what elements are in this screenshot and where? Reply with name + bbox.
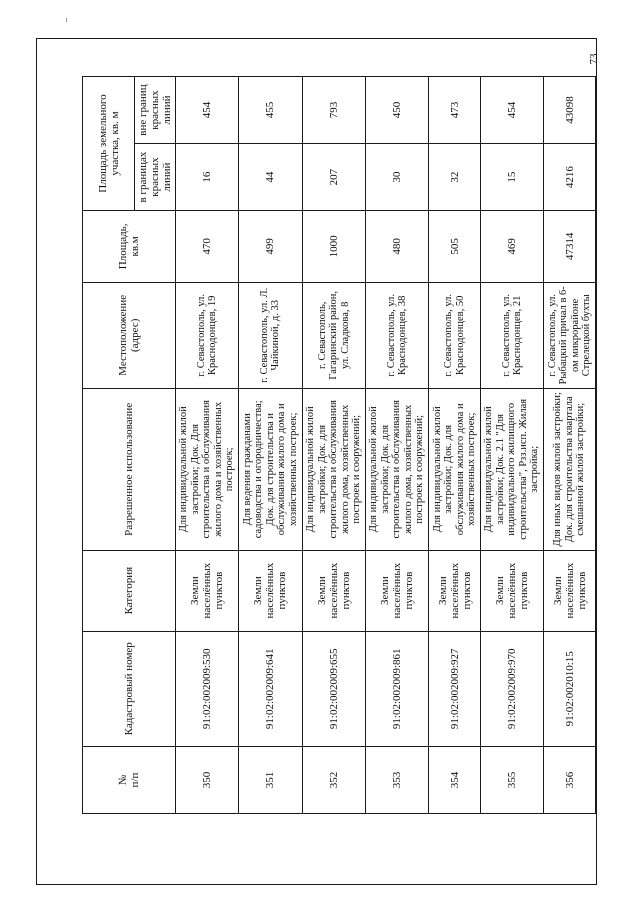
header-cadastral: Кадастровый номер — [83, 631, 176, 747]
cell-permitted-use: Для индивидуальной жилой застройки; Док. для обслуживания жилого дома и хозяйственных построек; — [429, 388, 481, 550]
table-row — [239, 77, 302, 814]
cell-cadastral: 91:02:002009:927 — [429, 631, 481, 747]
cell-area: 470 — [176, 211, 239, 283]
cell-category: Земли населённых пунктов — [429, 550, 481, 631]
cell-permitted-use: Для индивидуальной жилой застройки; Док. 2.1 "Для индивидуального жилищного строительства", Рзз.исп. Жилая застройка; — [480, 388, 543, 550]
cell-permitted-use: Для индивидуальной жилой застройки; Док. Для строительства и обслуживания жилого дома и хозяйственных построек; — [176, 388, 239, 550]
cell-location: г. Севастополь, ул. Краснодонцев, 19 — [176, 282, 239, 388]
cell-num: 352 — [302, 747, 365, 814]
cell-category: Земли населённых пунктов — [480, 550, 543, 631]
cell-outside: 454 — [176, 77, 239, 144]
cell-within: 4216 — [544, 144, 596, 211]
table-row — [480, 77, 543, 814]
header-permitted-use: Разрешенное использование — [83, 388, 176, 550]
cell-num: 355 — [480, 747, 543, 814]
cell-location: г. Севастополь, ул. Рыбацкий причал в 6-ом микрорайоне Стрелецкой бухты — [544, 282, 596, 388]
cell-within: 15 — [480, 144, 543, 211]
cell-outside: 473 — [429, 77, 481, 144]
cell-cadastral: 91:02:002009:530 — [176, 631, 239, 747]
cell-num: 356 — [544, 747, 596, 814]
scan-speck — [66, 18, 67, 22]
cell-location: г. Севастополь, Гагаринский район, ул. Сладкова, 8 — [302, 282, 365, 388]
cell-cadastral: 91:02:002010:15 — [544, 631, 596, 747]
cell-permitted-use: Для иных видов жилой застройки; Док. для строительства квартала смешанной жилой застройки; — [544, 388, 596, 550]
cell-within: 207 — [302, 144, 365, 211]
cell-within: 32 — [429, 144, 481, 211]
cell-num: 350 — [176, 747, 239, 814]
table-row — [302, 77, 365, 814]
cell-outside: 43098 — [544, 77, 596, 144]
cell-num: 354 — [429, 747, 481, 814]
cell-cadastral: 91:02:002009:970 — [480, 631, 543, 747]
cell-within: 44 — [239, 144, 302, 211]
table-row — [365, 77, 428, 814]
header-within-red-lines: в границах красных линий — [135, 144, 176, 211]
cell-location: г. Севастополь, ул. Краснодонцев, 38 — [365, 282, 428, 388]
page-number: 73 — [588, 53, 600, 65]
header-location: Местоположение (адрес) — [83, 282, 176, 388]
cell-permitted-use: Для ведения гражданами садоводства и огородничества; Док. для строительства и обслуживания жилого дома и хозяйственных построек; — [239, 388, 302, 550]
table-row — [429, 77, 481, 814]
page-edge-rule — [596, 92, 597, 867]
cell-area: 47314 — [544, 211, 596, 283]
cell-area: 480 — [365, 211, 428, 283]
cell-num: 353 — [365, 747, 428, 814]
cell-category: Земли населённых пунктов — [544, 550, 596, 631]
cell-location: г. Севастополь, ул. Краснодонцев, 21 — [480, 282, 543, 388]
cell-area: 469 — [480, 211, 543, 283]
cell-within: 30 — [365, 144, 428, 211]
cell-area: 499 — [239, 211, 302, 283]
cell-cadastral: 91:02:002009:861 — [365, 631, 428, 747]
cell-location: г. Севастополь, ул. Л. Чайкиной, д. 33 — [239, 282, 302, 388]
cell-location: г. Севастополь, ул. Краснодонцев, 50 — [429, 282, 481, 388]
cell-area: 505 — [429, 211, 481, 283]
land-plots-table — [82, 76, 596, 814]
cell-permitted-use: Для индивидуальной жилой застройки; Док. для строительства и обслуживания жилого дома, хозяйственных построек и сооружений; — [365, 388, 428, 550]
table-row — [544, 77, 596, 814]
cell-within: 16 — [176, 144, 239, 211]
cell-cadastral: 91:02:002009:641 — [239, 631, 302, 747]
header-num: № п/п — [83, 747, 176, 814]
cell-permitted-use: Для индивидуальной жилой застройки; Док. для строительства и обслуживания жилого дома, хозяйственных построек и сооружений; — [302, 388, 365, 550]
cell-cadastral: 91:02:002009:655 — [302, 631, 365, 747]
cell-category: Земли населённых пунктов — [302, 550, 365, 631]
rotated-table-container — [82, 76, 596, 814]
cell-outside: 793 — [302, 77, 365, 144]
header-area: Площадь, кв.м — [83, 211, 176, 283]
cell-category: Земли населённых пунктов — [239, 550, 302, 631]
cell-outside: 455 — [239, 77, 302, 144]
header-category: Категория — [83, 550, 176, 631]
header-outside-red-lines: вне границ красных линий — [135, 77, 176, 144]
cell-num: 351 — [239, 747, 302, 814]
cell-area: 1000 — [302, 211, 365, 283]
table-row — [176, 77, 239, 814]
cell-category: Земли населённых пунктов — [176, 550, 239, 631]
cell-outside: 454 — [480, 77, 543, 144]
cell-outside: 450 — [365, 77, 428, 144]
header-plot-area-group: Площадь земельного участка, кв. м — [83, 77, 135, 211]
cell-category: Земли населённых пунктов — [365, 550, 428, 631]
